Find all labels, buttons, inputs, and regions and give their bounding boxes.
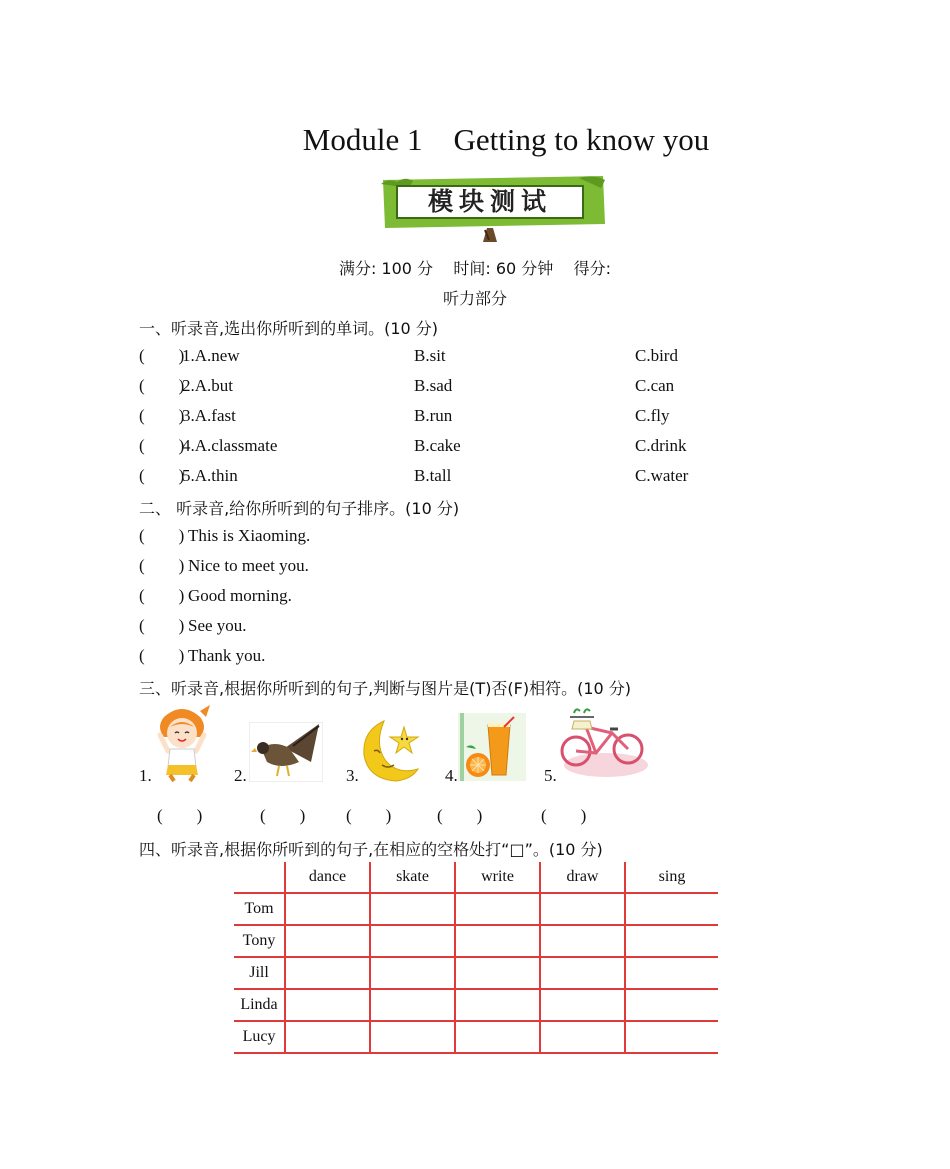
table-row — [234, 893, 718, 925]
picture-number: 3. — [346, 766, 359, 785]
q1-paren[interactable]: ( ) — [139, 436, 185, 455]
q1-option-c: C.fly — [635, 406, 670, 425]
q2-sentence: Thank you. — [188, 646, 266, 665]
q1-option-b: B.sit — [414, 346, 446, 365]
test-badge — [379, 174, 607, 244]
check-cell[interactable] — [540, 893, 625, 925]
q1-paren[interactable]: ( ) — [139, 376, 185, 395]
section-listening: 听力部分 — [442, 289, 507, 308]
q1-heading: 一、听录音,选出你所听到的单词。(10 分) — [139, 319, 439, 338]
q3-paren[interactable]: ( ) — [260, 806, 306, 825]
girl-icon — [150, 703, 214, 783]
q1-option-a: 1.A.new — [182, 346, 240, 365]
check-cell[interactable] — [625, 893, 718, 925]
column-header: draw — [540, 862, 625, 893]
q1-paren[interactable]: ( ) — [139, 466, 185, 485]
check-cell[interactable] — [285, 957, 370, 989]
check-cell[interactable] — [285, 893, 370, 925]
check-cell[interactable] — [285, 989, 370, 1021]
q3-paren[interactable]: ( ) — [541, 806, 587, 825]
picture-number: 1. — [139, 766, 152, 785]
page-title: Module 1 Getting to know you — [302, 122, 710, 157]
picture-number: 4. — [445, 766, 458, 785]
check-cell[interactable] — [370, 989, 455, 1021]
column-header: sing — [625, 862, 718, 893]
check-cell[interactable] — [455, 957, 540, 989]
check-cell[interactable] — [455, 989, 540, 1021]
check-cell[interactable] — [370, 925, 455, 957]
q2-paren[interactable]: ( ) — [139, 646, 185, 665]
column-header: skate — [370, 862, 455, 893]
check-cell[interactable] — [455, 925, 540, 957]
check-cell[interactable] — [540, 925, 625, 957]
check-cell[interactable] — [625, 957, 718, 989]
bicycle-icon — [556, 703, 648, 779]
row-header: Jill — [234, 957, 285, 989]
badge-label: 模块测试 — [427, 187, 552, 216]
table-row — [234, 925, 718, 957]
q1-option-b: B.cake — [414, 436, 461, 455]
score-info: 满分: 100 分 时间: 60 分钟 得分: — [338, 259, 612, 278]
check-cell[interactable] — [540, 989, 625, 1021]
row-header: Tom — [234, 893, 285, 925]
bird-icon — [249, 722, 323, 782]
row-header: Lucy — [234, 1021, 285, 1053]
check-cell[interactable] — [540, 1021, 625, 1053]
q2-paren[interactable]: ( ) — [139, 616, 185, 635]
picture-number: 5. — [544, 766, 557, 785]
q3-paren[interactable]: ( ) — [437, 806, 483, 825]
q2-sentence: See you. — [188, 616, 247, 635]
table-row — [234, 1021, 718, 1053]
q4-heading: 四、听录音,根据你所听到的句子,在相应的空格处打“□”。(10 分) — [139, 840, 603, 859]
table-corner-cell — [234, 862, 285, 893]
q2-sentence: Nice to meet you. — [188, 556, 309, 575]
activity-table — [234, 862, 718, 1054]
check-cell[interactable] — [455, 1021, 540, 1053]
q2-heading: 二、 听录音,给你所听到的句子排序。(10 分) — [139, 499, 460, 518]
row-header: Linda — [234, 989, 285, 1021]
q2-paren[interactable]: ( ) — [139, 556, 185, 575]
q1-option-c: C.bird — [635, 346, 678, 365]
q1-option-b: B.sad — [414, 376, 453, 395]
q3-paren[interactable]: ( ) — [346, 806, 392, 825]
table-header-row — [234, 862, 718, 893]
check-cell[interactable] — [370, 893, 455, 925]
q1-option-a: 3.A.fast — [182, 406, 236, 425]
q1-option-a: 4.A.classmate — [182, 436, 278, 455]
check-cell[interactable] — [455, 893, 540, 925]
q1-option-b: B.tall — [414, 466, 452, 485]
check-cell[interactable] — [285, 1021, 370, 1053]
check-cell[interactable] — [370, 957, 455, 989]
q2-sentence: Good morning. — [188, 586, 292, 605]
q2-sentence: This is Xiaoming. — [188, 526, 311, 545]
column-header: write — [455, 862, 540, 893]
table-row — [234, 989, 718, 1021]
q1-paren[interactable]: ( ) — [139, 346, 185, 365]
check-cell[interactable] — [285, 925, 370, 957]
q1-option-c: C.can — [635, 376, 675, 395]
q3-paren[interactable]: ( ) — [157, 806, 203, 825]
q1-option-b: B.run — [414, 406, 453, 425]
q1-option-a: 2.A.but — [182, 376, 233, 395]
column-header: dance — [285, 862, 370, 893]
check-cell[interactable] — [625, 925, 718, 957]
q2-paren[interactable]: ( ) — [139, 526, 185, 545]
check-cell[interactable] — [625, 989, 718, 1021]
q1-option-a: 5.A.thin — [182, 466, 238, 485]
orange-juice-icon — [458, 713, 526, 781]
picture-number: 2. — [234, 766, 247, 785]
q2-paren[interactable]: ( ) — [139, 586, 185, 605]
q1-option-c: C.drink — [635, 436, 687, 455]
q3-heading: 三、听录音,根据你所听到的句子,判断与图片是(T)否(F)相符。(10 分) — [139, 679, 632, 698]
check-cell[interactable] — [625, 1021, 718, 1053]
moon-star-icon — [358, 717, 422, 785]
q1-option-c: C.water — [635, 466, 689, 485]
row-header: Tony — [234, 925, 285, 957]
q1-paren[interactable]: ( ) — [139, 406, 185, 425]
table-row — [234, 957, 718, 989]
check-cell[interactable] — [540, 957, 625, 989]
check-cell[interactable] — [370, 1021, 455, 1053]
